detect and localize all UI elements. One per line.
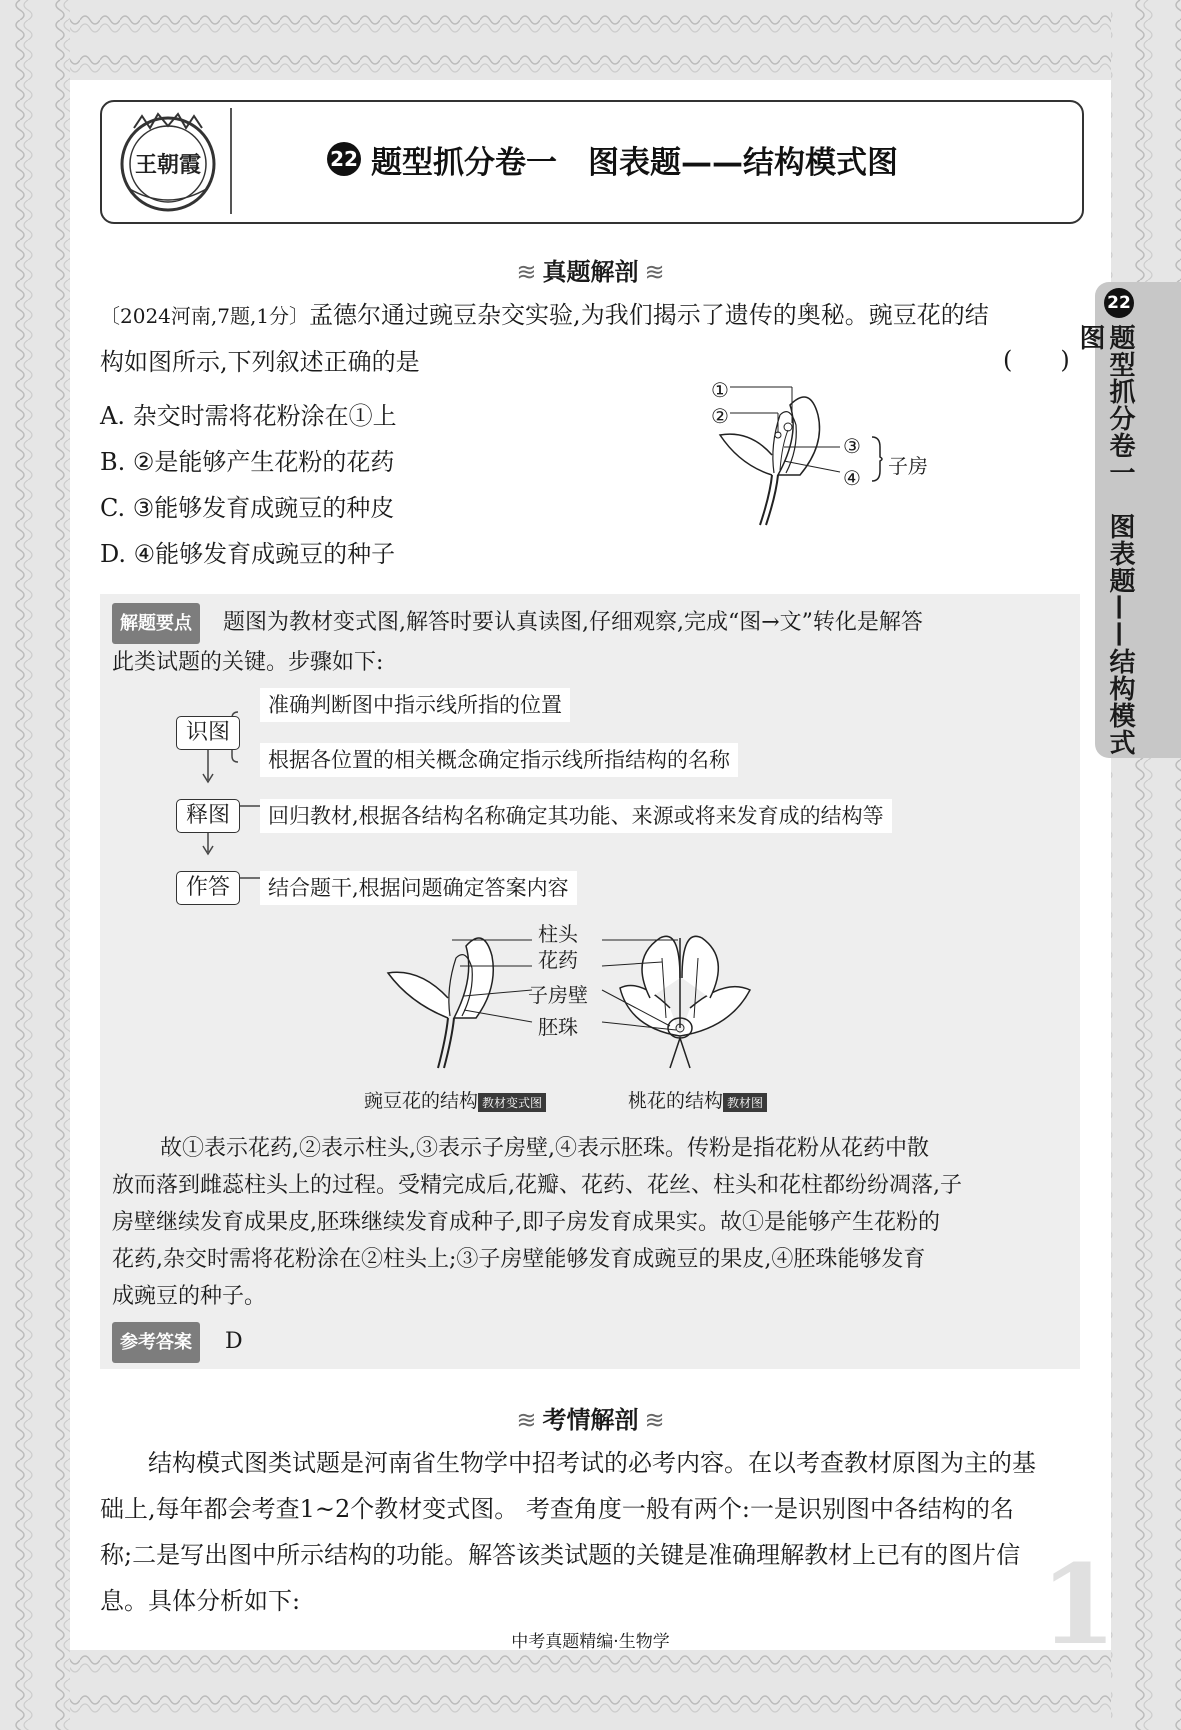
- explain-line-4: 花药,杂交时需将花粉涂在②柱头上;③子房壁能够发育成豌豆的果皮,④胚珠能够发育: [112, 1247, 926, 1272]
- svg-text:王朝霞: 王朝霞: [134, 152, 202, 178]
- header-banner: [100, 100, 1084, 224]
- step-answer-note: 结合题干,根据问题确定答案内容: [260, 871, 577, 905]
- step-interpret: 释图: [176, 799, 240, 833]
- exam-line-2: 础上,每年都会考查1~2个教材变式图。 考查角度一般有两个:一是识别图中各结构的名: [100, 1495, 1014, 1523]
- caption-peach-text: 桃花的结构: [628, 1090, 724, 1112]
- option-b: B. ②是能够产生花粉的花药: [100, 448, 395, 476]
- analysis-explanation: [112, 1130, 1072, 1315]
- step-answer: 作答: [176, 871, 240, 905]
- analysis-tag: 解题要点: [112, 603, 200, 644]
- answer-value: D: [225, 1329, 243, 1354]
- wave-icon-right: ≋: [644, 258, 665, 286]
- diagram-label-stigma: 柱头: [538, 922, 578, 946]
- question-stem-line2: 构如图所示,下列叙述正确的是: [100, 348, 420, 376]
- explain-line-5: 成豌豆的种子。: [112, 1284, 267, 1309]
- reference-answer: [112, 1322, 243, 1363]
- fig-label-ovary: 子房: [888, 454, 928, 478]
- flower-comparison-figure: [380, 918, 820, 1078]
- header-divider: [230, 108, 232, 214]
- explain-line-3: 房壁继续发育成果皮,胚珠继续发育成种子,即子房发育成果实。故①是能够产生花粉的: [112, 1210, 940, 1235]
- step-identify-note-1: 准确判断图中指示线所指的位置: [260, 688, 570, 722]
- page-title: [327, 134, 898, 184]
- page-number: 1: [1040, 1540, 1117, 1669]
- wave-icon-left: ≋: [516, 1406, 537, 1434]
- exam-line-4: 息。具体分析如下:: [100, 1587, 301, 1615]
- explain-line-1: 故①表示花药,②表示柱头,③表示子房壁,④表示胚珠。传粉是指花粉从花药中散: [160, 1136, 929, 1161]
- diagram-label-ovule: 胚珠: [538, 1015, 578, 1039]
- wave-icon-right: ≋: [644, 1406, 665, 1434]
- section-heading-true-question: [0, 252, 1181, 287]
- question-stem: [100, 292, 1085, 385]
- caption-pea-tag: 教材变式图: [478, 1093, 546, 1112]
- fig-label-3: ③: [843, 434, 861, 458]
- fig-label-1: ①: [711, 378, 729, 402]
- caption-peach-tag: 教材图: [723, 1093, 767, 1112]
- wave-icon-left: ≋: [516, 258, 537, 286]
- question-source: 〔2024河南,7题,1分〕: [100, 304, 310, 328]
- page-footer: 中考真题精编·生物学: [511, 1632, 670, 1652]
- caption-pea-text: 豌豆花的结构: [364, 1090, 479, 1112]
- option-c: C. ③能够发育成豌豆的种皮: [100, 494, 395, 522]
- side-chapter-tab: [1075, 282, 1181, 758]
- answer-tag: 参考答案: [112, 1322, 200, 1363]
- fig-label-4: ④: [843, 466, 861, 490]
- option-a: A. 杂交时需将花粉涂在①上: [100, 402, 397, 430]
- option-d: D. ④能够发育成豌豆的种子: [100, 540, 396, 568]
- caption-pea-flower: [364, 1086, 546, 1113]
- chapter-badge: 22: [327, 142, 361, 176]
- caption-peach-flower: [628, 1086, 767, 1113]
- answer-blank: ( ): [1003, 346, 1070, 374]
- step-interpret-note: 回归教材,根据各结构名称确定其功能、来源或将来发育成的结构等: [260, 799, 892, 833]
- analysis-intro-line1: 题图为教材变式图,解答时要认真读图,仔细观察,完成“图→文”转化是解答: [223, 610, 923, 635]
- question-stem-line1: 孟德尔通过豌豆杂交实验,为我们揭示了遗传的奥秘。豌豆花的结: [309, 301, 989, 329]
- analysis-intro: [112, 603, 1072, 681]
- diagram-label-anther: 花药: [538, 948, 578, 972]
- section-title: 真题解剖: [542, 258, 639, 286]
- exam-analysis-paragraph: [100, 1440, 1082, 1624]
- analysis-intro-line2: 此类试题的关键。步骤如下:: [112, 650, 384, 675]
- diagram-label-ovary-wall: 子房壁: [528, 983, 588, 1007]
- brand-logo: [114, 108, 222, 216]
- fig-label-2: ②: [711, 404, 729, 428]
- side-tab-text: 题型抓分卷一 图表题——结构模式图: [1075, 324, 1135, 756]
- section-heading-exam-analysis: [0, 1400, 1181, 1435]
- title-text: 题型抓分卷一 图表题——结构模式图: [371, 144, 898, 181]
- exam-line-3: 称;二是写出图中所示结构的功能。解答该类试题的关键是准确理解教材上已有的图片信: [100, 1541, 1021, 1569]
- side-tab-badge: 22: [1104, 288, 1134, 318]
- exam-line-1: 结构模式图类试题是河南省生物学中招考试的必考内容。在以考查教材原图为主的基: [148, 1449, 1036, 1477]
- step-identify-note-2: 根据各位置的相关概念确定指示线所指结构的名称: [260, 743, 738, 777]
- explain-line-2: 放而落到雌蕊柱头上的过程。受精完成后,花瓣、花药、花丝、柱头和花柱都纷纷凋落,子: [112, 1173, 962, 1198]
- step-identify: 识图: [176, 716, 240, 750]
- section-title: 考情解剖: [542, 1406, 639, 1434]
